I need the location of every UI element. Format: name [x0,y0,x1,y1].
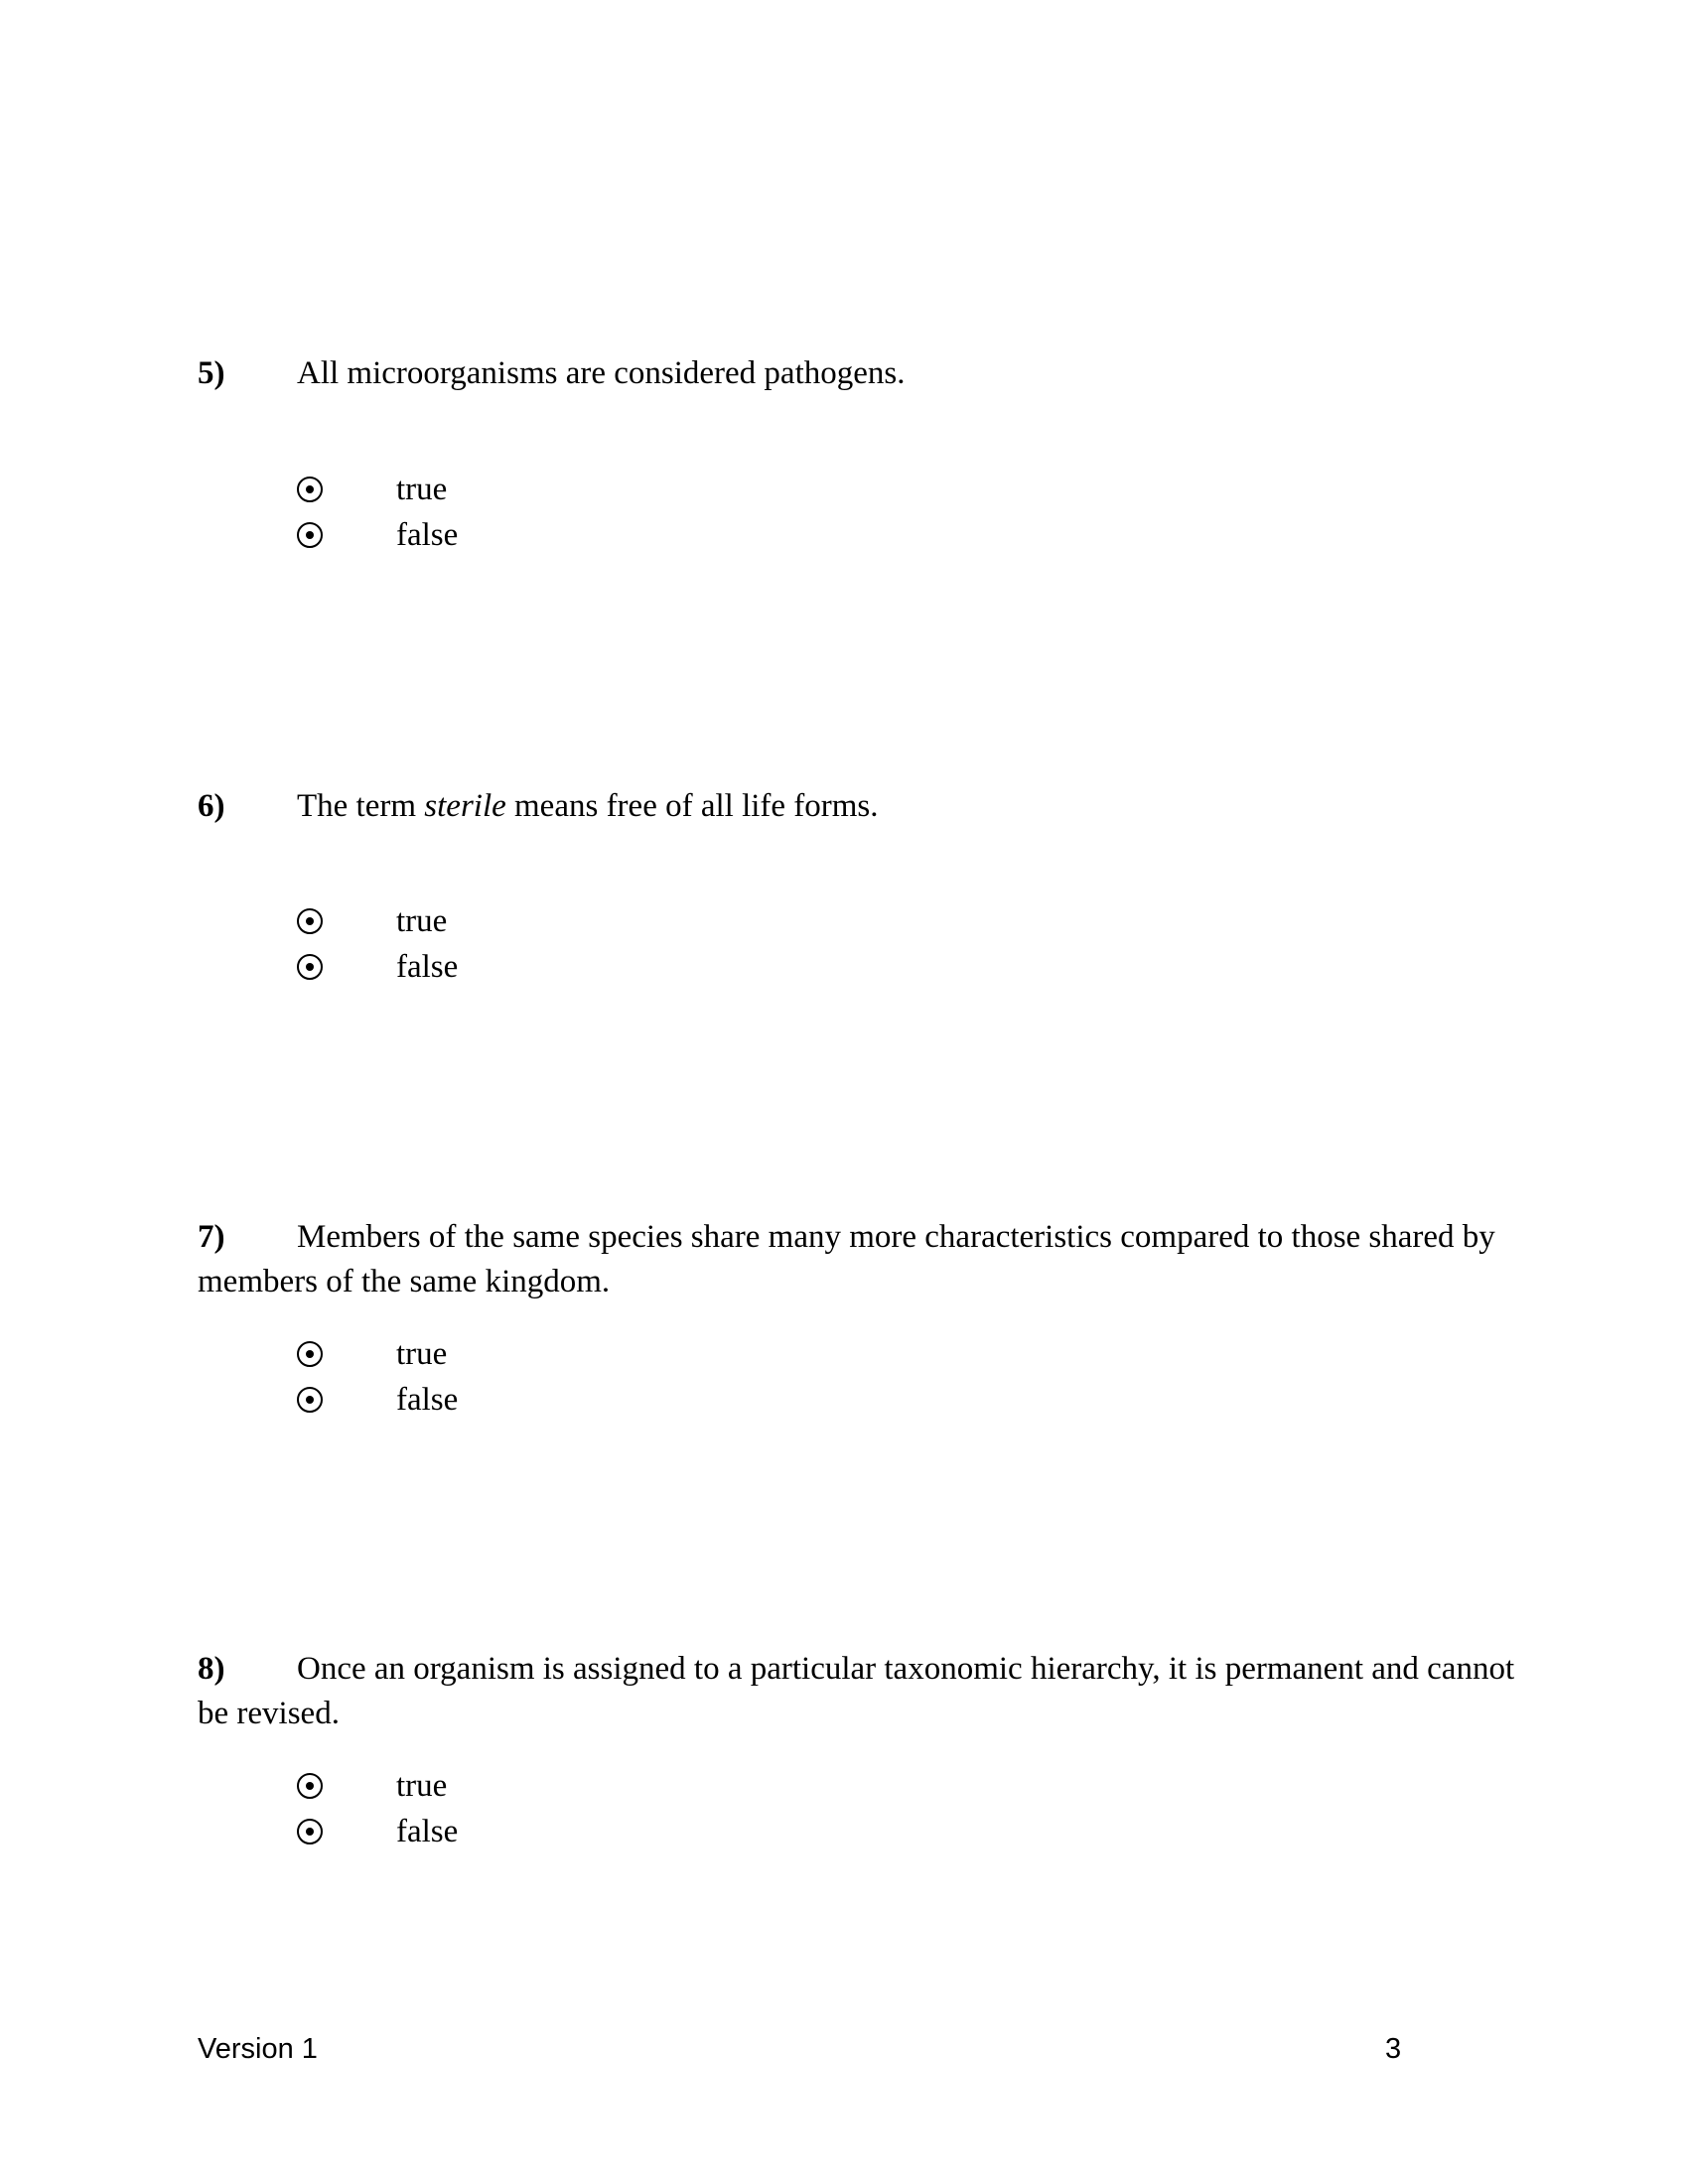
radio-dot-icon [306,917,314,925]
question-7 [198,1215,1518,1304]
question-text-italic: sterile [424,788,506,824]
radio-button-icon[interactable] [297,1387,323,1413]
radio-dot-icon [306,485,314,493]
option-label: true [396,1767,448,1804]
question-6 [198,784,1518,829]
radio-button-icon[interactable] [297,1819,323,1844]
radio-dot-icon [306,1350,314,1358]
radio-button-icon[interactable] [297,1773,323,1799]
option-false[interactable] [297,944,459,990]
question-text: Members of the same species share many more characteristics compared to those shared by members of the same kingdom. [198,1219,1495,1299]
radio-dot-icon [306,1396,314,1404]
option-label: false [396,516,459,553]
option-true[interactable] [297,1763,448,1809]
option-true[interactable] [297,1331,448,1377]
radio-button-icon[interactable] [297,522,323,548]
option-false[interactable] [297,1809,459,1854]
radio-button-icon[interactable] [297,1341,323,1367]
option-label: true [396,1335,448,1372]
question-stem [198,1215,1518,1304]
question-text: Once an organism is assigned to a particular taxonomic hierarchy, it is permanent and cannot be revised. [198,1651,1515,1731]
radio-button-icon[interactable] [297,954,323,980]
question-number: 6) [198,788,225,824]
question-5 [198,351,1518,396]
option-false[interactable] [297,1377,459,1423]
option-false[interactable] [297,512,459,558]
option-true[interactable] [297,467,448,512]
radio-dot-icon [306,531,314,539]
question-text-before: The term [297,788,425,824]
question-number: 7) [198,1219,225,1255]
option-label: false [396,1813,459,1849]
footer-page-number: 3 [1385,2033,1402,2065]
question-stem [198,351,1518,396]
question-text: All microorganisms are considered pathogens. [297,355,906,391]
radio-button-icon[interactable] [297,908,323,934]
question-text-after: means free of all life forms. [505,788,879,824]
radio-button-icon[interactable] [297,477,323,502]
option-true[interactable] [297,898,448,944]
option-label: true [396,902,448,939]
question-stem [198,784,1518,829]
radio-dot-icon [306,1828,314,1836]
radio-dot-icon [306,1782,314,1790]
radio-dot-icon [306,963,314,971]
question-stem [198,1647,1518,1736]
option-label: false [396,948,459,985]
footer-version: Version 1 [198,2033,318,2065]
option-label: false [396,1381,459,1418]
question-8 [198,1647,1518,1736]
question-number: 5) [198,355,225,391]
option-label: true [396,471,448,507]
question-number: 8) [198,1651,225,1687]
